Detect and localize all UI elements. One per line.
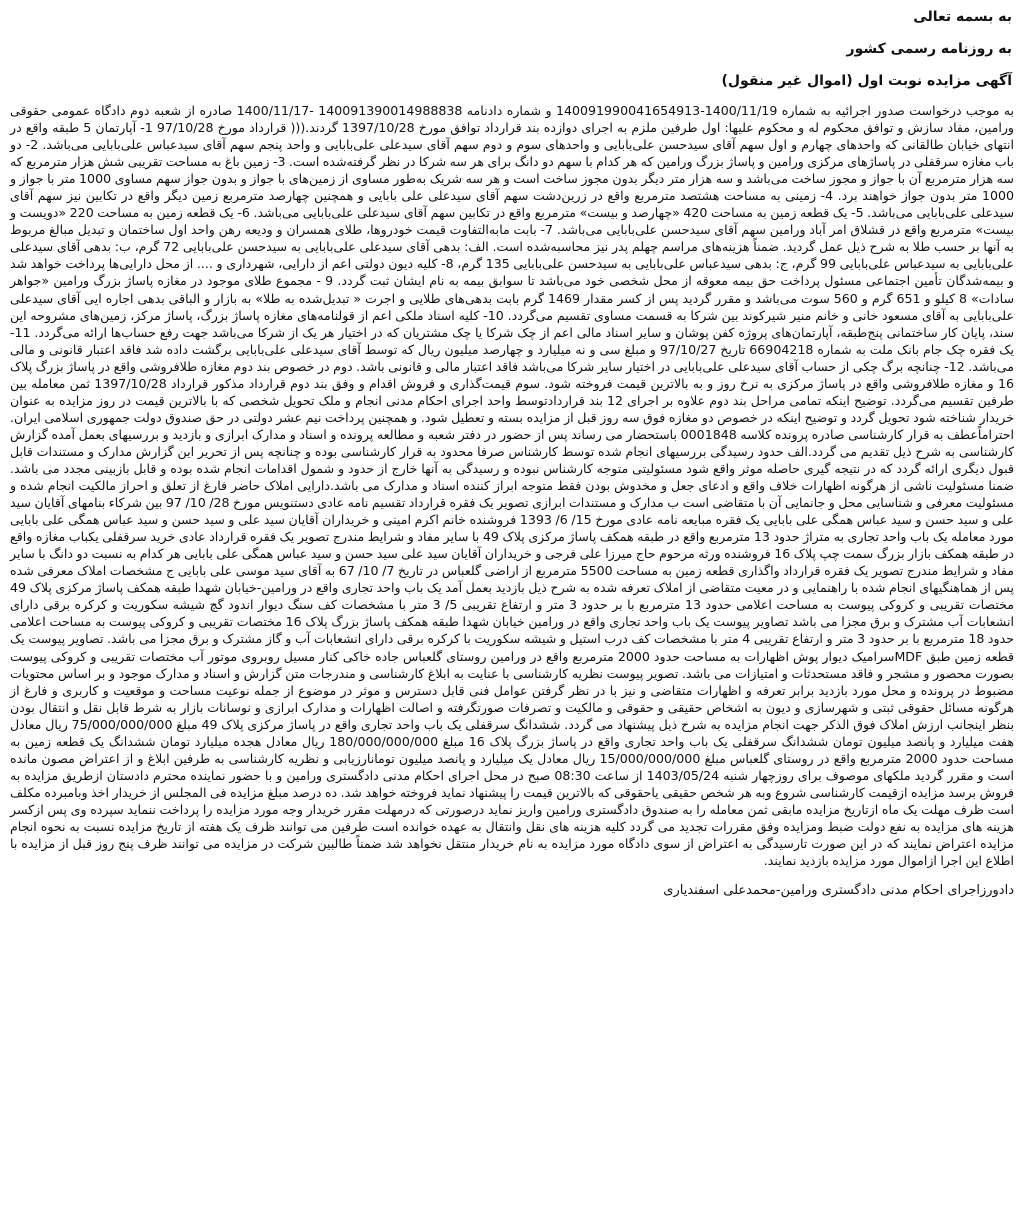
notice-body: به موجب درخواست صدور اجرائیه به شماره 1400/11/19-140091990041654913 و شماره دادنامه 140091390014988838 -1400/11/17 صادره از شعبه دوم دادگاه عمومی حقوقی ورامین، مفاد سازش و توافق محکوم له و محکوم علیها: اول طرفین ملزم به اجرای دوازده بند قرارداد توافق مورخ 1397/10/28 گردند.((( قرارداد مورخ 97/10/28 1- آپارتمان 5 طبقه واقع در انتهای خیابان طالقانی که واحدهای چهارم و اول سهم آقای سیدحسن علی‌بابایی و واحدهای سوم و دوم سهم آقای سیدعلی علی‌بابایی و واحد پنجم سهم آقای سیدعباس علی‌بابایی می‌باشد. 2- دو باب مغازه سرقفلی در پاساژهای مرکزی ورامین و پاساژ بزرگ ورامین که هر کدام با سهم دو دانگ برای هر سه شرکا در نظر گرفته‌شده است. 3- زمین باغ به مساحت تقریبی شش هزار مترمربع که سه هزار مترمربع آن با جواز و مجوز ساخت می‌باشد و سه هزار متر دیگر بدون مجوز ساخت است و هر سه شریک به‌طور مساوی از زمین‌های با جواز و بدون جواز سهم مساوی 1000 متر با جواز و 1000 متر بدون جواز خواهند برد. 4- زمینی به مساحت هشتصد مترمربع واقع در زرین‌دشت سهم آقای سیدعلی علی بابایی و همچنین چهارصد مترمربع زمین دیگر واقع در تکابین نیز سهم آقای سیدعلی علی‌بابایی می‌باشد. 5- یک قطعه زمین به مساحت 420 «چهارصد و بیست» مترمربع واقع در تکابین سهم آقای سیدعلی علی‌بابایی می‌باشد. 6- یک قطعه زمین به مساحت 220 «دویست و بیست» مترمربع واقع در قشلاق امر آباد ورامین سهم آقای سیدحسن علی‌بابایی می‌باشد. 7- بابت مابه‌التفاوت قیمت خودروها، طلای همسران و ودیعه رهن واحد اول ساختمان و تبدیل مبالغ مربوط به آنها بر حسب طلا به شرح ذیل عمل گردید. ضمناً هزینه‌های مراسم چهلم پدر نیز محاسبه‌شده است. الف: بدهی آقای سیدعلی علی‌بابایی به سیدحسن علی‌بابایی 72 گرم، ب: بدهی آقای سیدعلی علی‌بابایی به سیدعباس علی‌بابایی 99 گرم، ج: بدهی سیدعباس علی‌بابایی به سیدحسن علی‌بابایی 135 گرم، 8- کلیه دیون دولتی اعم از دارایی، شهرداری و .... از محل دارایی‌ها پرداخت خواهد شد و بیمه‌شدگان تأمین اجتماعی مسئول پرداخت حق بیمه معوقه از محل شخصی خود می‌باشد تا سوابق بیمه به نام ایشان ثبت گردد. 9 - مجموع طلای موجود در مغازه پاساژ بزرگ ورامین «جواهر سادات» 8 کیلو و 651 گرم و 560 سوت می‌باشد و مقرر گردید پس از کسر مقدار 1469 گرم بابت بدهی‌های طلایی و اجرت « تبدیل‌شده به طلا» به بازار و الباقی بدهی اجاره ایی آقای سیدعلی علی‌بابایی به آقای مسعود خانی و خانم منیر شیرکوند بین شرکا به قسمت مساوی تقسیم می‌گردد. 10- کلیه اسناد ملکی اعم از قولنامه‌های مغازه پاساژ بزرگ، پاساژ مرکز، زمین‌های مشروحه این سند، پایان کار ساختمانی پنج‌طبقه، آپارتمان‌های پروژه کفن پوشان و سایر اسناد مالی اعم از چک شرکا یا چک مشتریان که در اختیار هر یک از شرکا می‌باشد جهت رفع حساب‌ها ارائه می‌گردد. 11- یک فقره چک جام بانک ملت به شماره 66904218 تاریخ 97/10/27 و مبلغ سی و نه میلیارد و چهارصد میلیون ریال که توسط آقای سیدعلی علی‌بابایی برگشت داده شد فاقد اعتبار قانونی و مالی می‌باشد. 12- چنانچه برگ چکی از حساب آقای سیدعلی علی‌بابایی در اختیار سایر شرکا می‌باشد فاقد اعتبار مالی و قانونی باشد. دوم در خصوص بند دوم مغازه طلافروشی واقع در پاساژ بزرگ پلاک 16 و مغازه طلافروشی واقع در پاساژ مرکزی به نرخ روز و به بالاترین قیمت فروخته شود. سوم قیمت‌گذاری و فروش اقدام و وفق بند دوم قرارداد مذکور قرارداد 1397/10/28 ثمن معامله بین طرفین تقسیم می‌گردد. توضیح اینکه تمامی مراحل بند دوم علاوه بر اجرای 12 بند قراردادتوسط واحد اجرای احکام مدنی انجام و ملک تحویل شخصی که با بالاترین قیمت در روز مزایده به عنوان خریدار شناخته شود تحویل گردد و توضیح اینکه در خصوص دو مغازه فوق سه روز قبل از مزایده بسته و تعطیل شود. و همچنین پرداخت نیم عشر دولتی در حق صندوق دولت جمهوری اسلامی ایران. احتراماًعطف به قرار کارشناسی صادره پرونده کلاسه 0001848 باستحضار می رساند پس از حضور در دفتر شعبه و مطالعه پرونده و اسناد و مدارک ابرازی و بازدید و بررسیهای بعمل آمده گزارش کارشناسی به شرح ذیل تقدیم می گردد.الف حدود رسیدگی بررسیهای انجام شده توسط کارشناس صرفا محدود به قرار کارشناسی بوده و چنانچه پس از تحریر این گزارش مدارک و مستندات قابل قبول دیگری ارائه گردد که در نتیجه گیری حاصله موثر واقع شود مسئولیتی متوجه کارشناس نبوده و رسیدگی به آنها خارج از حدود و شمول اقدامات انجام شده بوده و قابل بازبینی مجدد می باشد. ضمنا مسئولیت ناشی از هرگونه اظهارات خلاف واقع و ادعای جعل و مخدوش بودن فقط متوجه ابراز کننده اسناد و مدارک می باشد.دارایی املاک حاضر فارغ از تعلق و احراز مالکیت انجام شده و مسئولیت معرفی و شناسایی محل و جانمایی آن با متقاضی است ب مدارک و مستندات ابرازی تصویر یک فقره قرارداد تقسیم نامه عادی دستنویس مورخ 28/ 10/ 97 بین شرکاء بنامهای آقایان سید علی و سید حسن و سید عباس همگی علی بابایی یک فقره مبایعه نامه عادی مورخ 15/ 6/ 1393 فروشنده خانم اکرم امینی و خریداران آقایان سید علی و سید حسن و سید عباس همگی علی بابایی مورد معامله یک باب واحد تجاری به متراژ حدود 13 مترمربع واقع در طبقه همکف پاساژ مرکزی پلاک 49 با سایر مفاد و شرایط مندرج تصویر یک فقره قرارداد عادی خرید سرقفلی یکباب مغازه واقع در طبقه همکف بازار بزرگ سمت چپ پلاک 16 فروشنده ورثه مرحوم حاج میرزا علی فرجی و خریداران آقایان سید علی سید حسن و سید عباس همگی علی بابایی هر کدام به نسبت دو دانگ با سایر مفاد و شرایط مندرج تصویر یک فقره قرارداد واگذاری قطعه زمین به مساحت 5500 مترمربع از اراضی گلعباس در تاریخ 7/ 10/ 67 به آقای سید موسی علی بابایی ج مشخصات املاک معرفی شده پس از هماهنگیهای انجام شده با راهنمایی و در معیت متقاضی از املاک تعرفه شده به شرح ذیل بازدید بعمل آمد یک باب واحد تجاری واقع در ورامین-خیابان شهدا طبقه همکف پاساژ مرکزی پلاک 49 مختصات تقریبی و کروکی پیوست به مساحت اعلامی حدود 13 مترمربع با بر حدود 3 متر و ارتفاع تقریبی 5/ 3 متر با مشخصات کف سنگ دیوار اندود گچ شیشه سکوریت و کرکره برقی دارای انشعابات آب مشترک و برق مجزا می باشد تصاویر پیوست یک باب واحد تجاری واقع در ورامین خیابان شهدا طبقه همکف پاساژ بزرگ پلاک 16 مختصات تقریبی و کروکی پیوست به مساحت اعلامی حدود 18 مترمربع با بر حدود 3 متر و ارتفاع تقریبی 4 متر با مشخصات کف درب استیل و شیشه سکوریت با کرکره برقی دارای انشعابات آب و گاز مشترک و برق مجزا می باشد. تصاویر پیوست یک قطعه زمین طبق MDFسرامیک دیوار پوش اظهارات به مساحت حدود 2000 مترمربع واقع در ورامین روستای گلعباس جاده خاکی کنار مسیل روبروی موتور آب مختصات تقریبی و کروکی پیوست بصورت محصور و مشجر و فاقد مستحدثات و امتیازات می باشد. تصویر پیوست نظریه کارشناسی با عنایت به ابلاغ کارشناسی و مندرجات متن گزارش و اسناد و مدارک موجود و بر اساس محتویات مضبوط در پرونده و محل مورد بازدید برابر تعرفه و اظهارات متقاضی و نیز با در نظر گرفتن عوامل فنی قابل دسترس و موثر در موضوع از جمله نوعیت مساحت و موقعیت و کاربری و فارغ از هرگونه مسائل حقوقی ثبتی و شهرسازی و دیون به اشخاص حقیقی و حقوقی و مالکیت و تصرفات صورتگرفته و اصالت اظهارات و مدارک ابرازی و نوسانات بازار به شرط قابل نقل و انتقال بودن بنظر اینجانب ارزش املاک فوق الذکر جهت انجام مزایده به شرح ذیل پیشنهاد می گردد. ششدانگ سرقفلی یک باب واحد تجاری واقع در پاساژ مرکزی پلاک 49 مبلغ 75/000/000/000 ریال معادل هفت میلیارد و پانصد میلیون تومان ششدانگ سرقفلی یک باب واحد تجاری واقع در پاساژ بزرگ پلاک 16 مبلغ 180/000/000/000 ریال معادل هجده میلیارد تومان ششدانگ یک قطعه زمین به مساحت حدود 2000 مترمربع واقع در روستای گلعباس مبلغ 15/000/000/000 ریال معادل یک میلیارد و پانصد میلیون تومانارزیابی و نظریه کارشناسی به طرفین ابلاغ و از اعتراض مصون مانده است و مقرر گردید ملکهای موصوف برای روزچهار شنبه 1403/05/24 از ساعت 08:30 صبح در محل اجرای احکام مدنی دادگستری ورامین و با حضور نماینده محترم دادستان ازطریق مزایده به فروش برسد مزایده ازقیمت کارشناسی شروع وبه هر شخص حقیقی یاحقوقی که بالاترین قیمت را پیشنهاد نماید فروخته خواهد شد. ده درصد مبلغ مزایده فی المجلس از خریدار اخذ وبامبرده مکلف است ظرف مهلت یک ماه ازتاریخ مزایده مابقی ثمن معامله را به صندوق دادگستری ورامین واریز نماید درصورتی که درمهلت مقرر خریدار وجه مورد مزایده را پرداخت ننماید سپرده وی پس ازکسر هزینه های مزایده به نفع دولت ضبط ومزایده وفق مقررات تجدید می گردد کلیه هزینه های نقل وانتقال به عهده خوانده است طرفین می توانند ظرف یک هفته از تاریخ مزایده نسبت به نحوه انجام مزایده اعتراض نمایند که در این صورت تارسیدگی به اعتراض از سوی دادگاه مورد مزایده به نام خریدار منتقل نخواهد شد ضمناً طالبین شرکت در مزایده می توانند ظرف پنج روز قبل از مزایده با اطلاع این اجرا ازاموال مورد مزایده بازدید نمایند.: [10, 103, 1015, 869]
signature-line: دادورزاجرای احکام مدنی دادگستری ورامین-محمدعلی اسفندیاری: [663, 883, 1014, 899]
invocation-line: به بسمه تعالی: [913, 9, 1012, 25]
notice-title: آگهی مزایده نوبت اول (اموال غیر منقول): [721, 73, 1012, 89]
newspaper-line: به روزنامه رسمی کشور: [846, 41, 1012, 57]
